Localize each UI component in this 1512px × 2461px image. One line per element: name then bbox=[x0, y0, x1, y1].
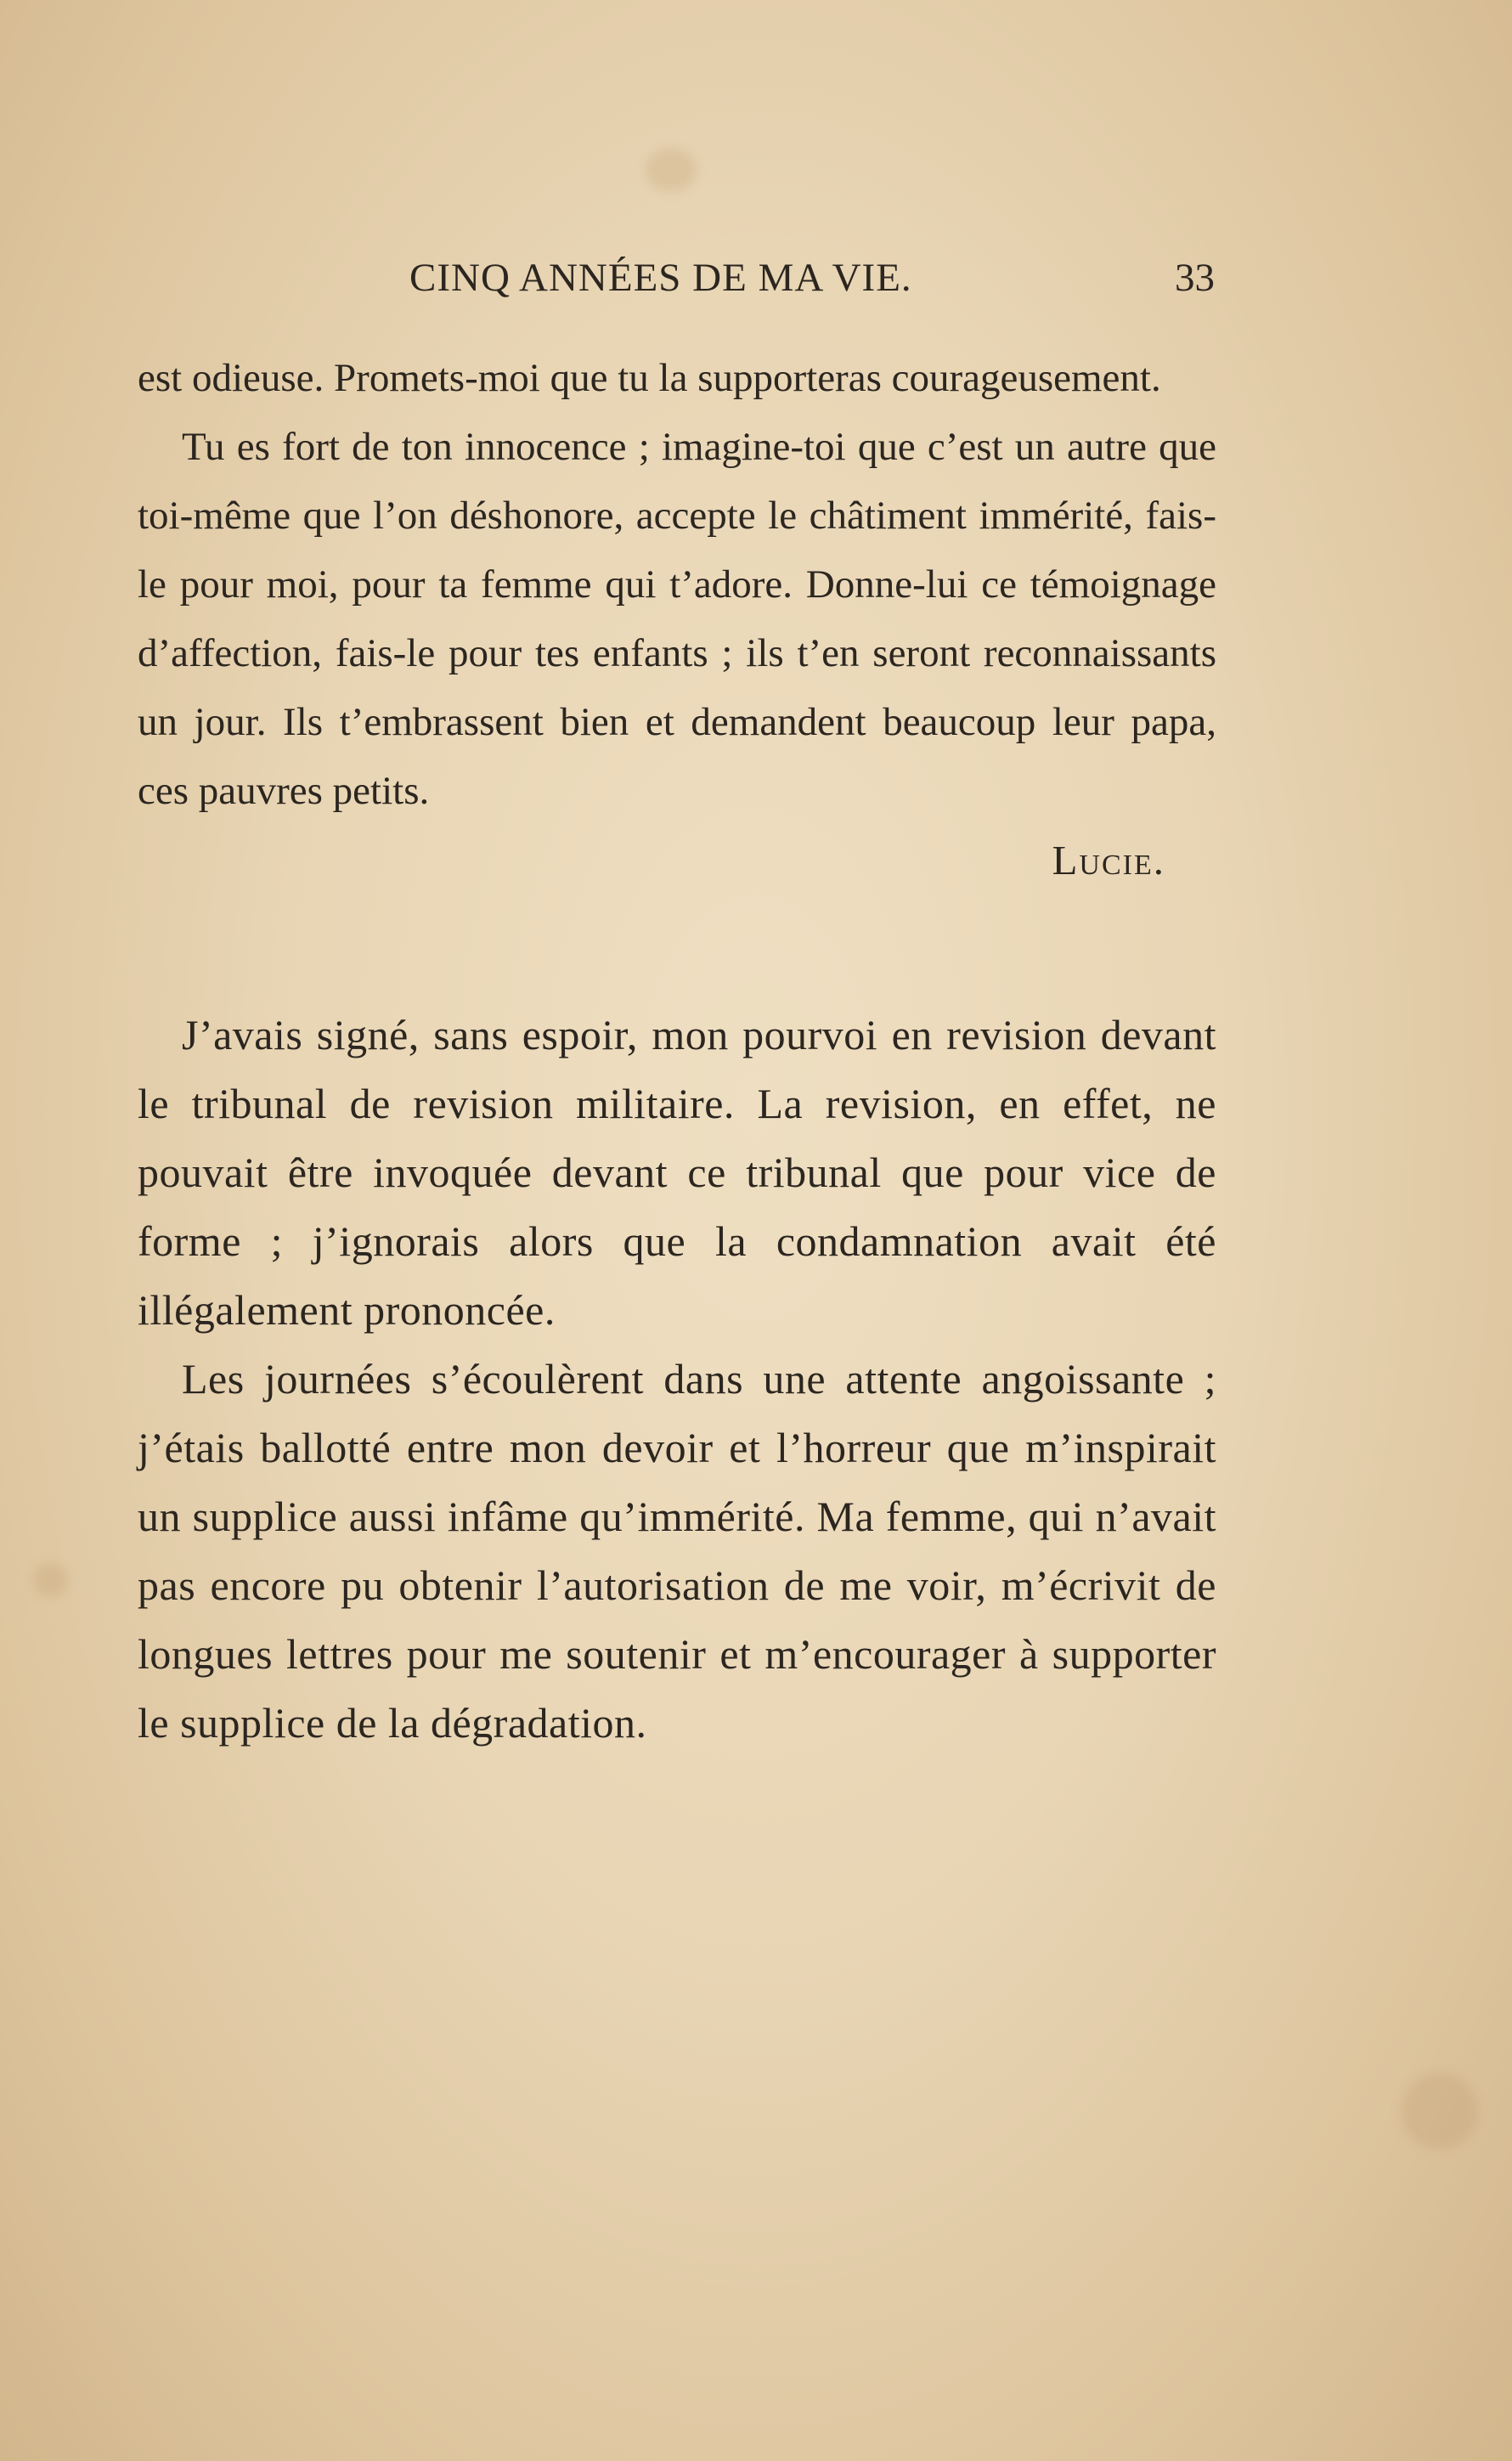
signature-name: Lucie. bbox=[1052, 837, 1165, 883]
letter-signature bbox=[138, 826, 1216, 895]
page-text bbox=[138, 344, 1216, 1758]
page-header bbox=[136, 255, 1215, 306]
section-gap bbox=[138, 895, 1216, 1001]
body-paragraph: Les journées s’écoulèrent dans une attente angoissante ; j’étais ballotté entre mon devoir et l’horreur que m’inspirait un supplice aussi infâme qu’immérité. Ma femme, qui n’avait pas encore pu obtenir l’autorisation de me voir, m’écrivit de longues lettres pour me soutenir et m’encourager à supporter le supplice de la dégradation. bbox=[138, 1355, 1216, 1747]
paper-stain bbox=[34, 1563, 68, 1597]
running-title: CINQ ANNÉES DE MA VIE. bbox=[409, 256, 912, 300]
page-number: 33 bbox=[1175, 256, 1215, 300]
paper-stain bbox=[646, 149, 697, 191]
letter-paragraph: est odieuse. Promets-moi que tu la supporteras courageusement. bbox=[138, 356, 1161, 400]
letter-paragraph: Tu es fort de ton innocence ; imagine-toi que c’est un autre que toi-même que l’on déshonore, accepte le châtiment immérité, fais-le pour moi, pour ta femme qui t’adore. Donne-lui ce témoignage d’affection, fais-le pour tes enfants ; ils t’en seront reconnaissants un jour. Ils t’embrassent bien et demandent beaucoup leur papa, ces pauvres petits. bbox=[138, 425, 1216, 813]
paper-stain bbox=[1402, 2073, 1478, 2149]
body-paragraph: J’avais signé, sans espoir, mon pourvoi en revision devant le tribunal de revision militaire. La revision, en effet, ne pouvait être invoquée devant ce tribunal que pour vice de forme ; j’ignorais alors que la condamnation avait été illégalement prononcée. bbox=[138, 1011, 1216, 1334]
